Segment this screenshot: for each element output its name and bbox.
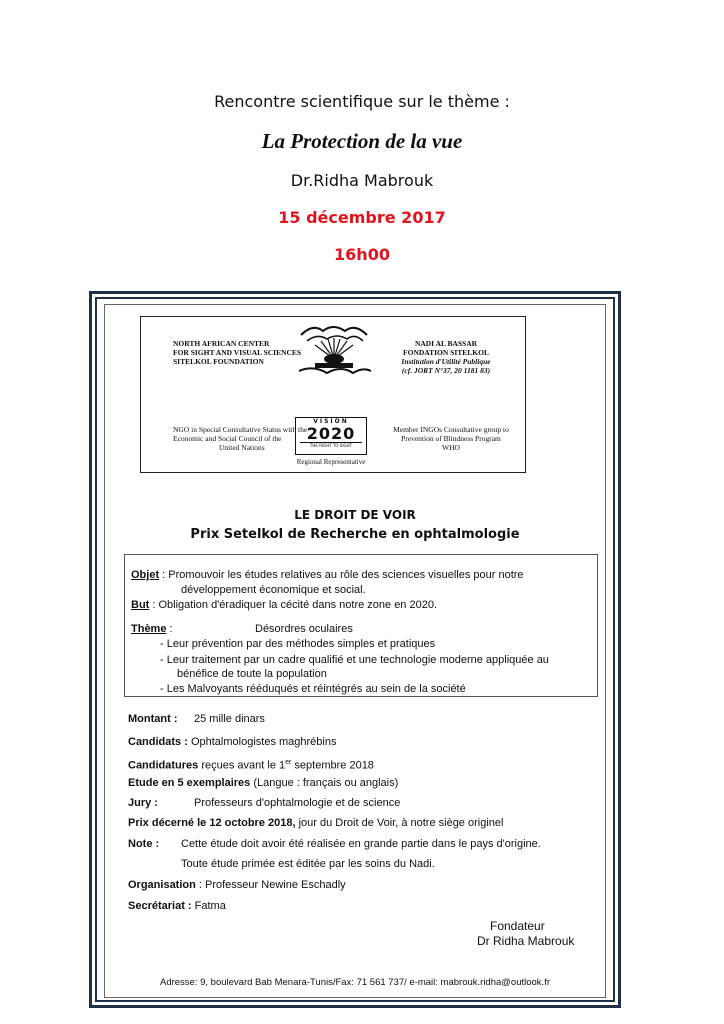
nadi-emblem-logo — [293, 321, 375, 377]
note-row: Note : — [128, 838, 160, 850]
montant-value: 25 mille dinars — [194, 713, 265, 725]
vision-2020-logo: VISION 2020 THE RIGHT TO SIGHT — [295, 417, 367, 455]
jury-value: Professeurs d'ophtalmologie et de science — [194, 797, 401, 809]
theme-item: - Leur traitement par un cadre qualifié et une technologie moderne appliquée au — [160, 654, 549, 666]
fondateur-label: Fondateur — [490, 919, 545, 933]
speaker-name: Dr.Ridha Mabrouk — [290, 171, 434, 190]
theme-item: - Leur prévention par des méthodes simples et pratiques — [160, 638, 436, 650]
but-line: But : Obligation d'éradiquer la cécité dans notre zone en 2020. — [131, 599, 438, 611]
regional-representative: Regional Representative — [296, 458, 366, 466]
left-org-name: NORTH AFRICAN CENTER FOR SIGHT AND VISUAL SCIENCES SITELKOL FOUNDATION — [173, 339, 302, 366]
prix-row: Prix décerné le 12 octobre 2018, jour du Droit de Voir, à notre siège originel — [128, 817, 504, 829]
event-title: La Protection de la vue — [261, 129, 463, 153]
note-line-2: Toute étude primée est éditée par les soins du Nadi. — [181, 858, 435, 870]
candidats-row: Candidats : Ophtalmologistes maghrébins — [128, 736, 337, 748]
organisation-row: Organisation : Professeur Newine Eschadly — [128, 879, 346, 891]
theme-label: Thème : — [131, 623, 173, 635]
theme-item: bénéfice de toute la population — [177, 668, 327, 680]
letterhead — [140, 316, 526, 473]
event-intro: Rencontre scientifique sur le thème : — [214, 92, 510, 111]
right-who-status: Member INGOs Consultative group to Prevention of Blindness Program WHO — [393, 425, 509, 452]
montant-row: Montant : — [128, 713, 178, 725]
event-time: 16h00 — [334, 245, 390, 264]
secretariat-row: Secrétariat : Fatma — [128, 900, 226, 912]
etude-row: Etude en 5 exemplaires (Langue : français ou anglais) — [128, 777, 399, 789]
jury-row: Jury : — [128, 797, 158, 809]
candidatures-row: Candidatures reçues avant le 1er septembre 2018 — [128, 759, 374, 772]
objet-line: Objet : Promouvoir les études relatives au rôle des sciences visuelles pour notre — [131, 569, 524, 581]
theme-head: Désordres oculaires — [255, 623, 353, 635]
address-line: Adresse: 9, boulevard Bab Menara-Tunis/Fax: 71 561 737/ e-mail: mabrouk.ridha@outlook.fr — [159, 977, 551, 988]
flyer-title: LE DROIT DE VOIR — [294, 508, 416, 522]
note-line-1: Cette étude doit avoir été réalisée en grande partie dans le pays d'origine. — [181, 838, 541, 850]
fondateur-name: Dr Ridha Mabrouk — [477, 934, 575, 948]
flyer-subtitle: Prix Setelkol de Recherche en ophtalmologie — [190, 527, 520, 542]
objet-line-2: développement économique et social. — [181, 584, 366, 596]
event-date: 15 décembre 2017 — [278, 208, 446, 227]
theme-item: - Les Malvoyants rééduqués et réintégrés au sein de la société — [160, 683, 466, 695]
left-ngo-status: NGO in Special Consultative Status with the Economic and Social Council of the United Nations — [173, 425, 308, 452]
right-org-name: NADI AL BASSAR FONDATION SITELKOL Institution d'Utilité Publique (cf. JORT N°37, 20 1181 83) — [401, 339, 491, 375]
